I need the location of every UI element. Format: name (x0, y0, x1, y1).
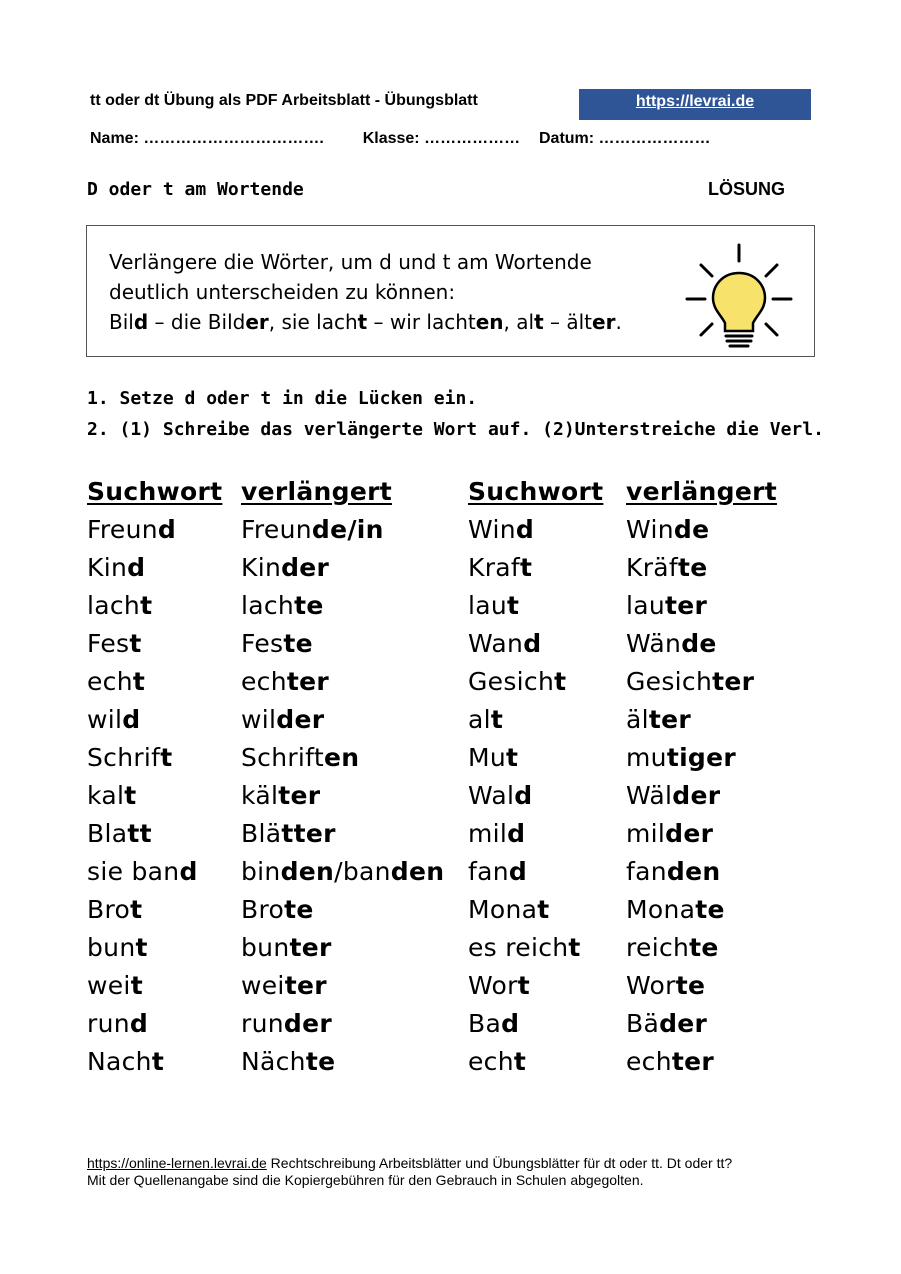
word-cell (626, 967, 777, 1005)
word-stem: Wan (468, 629, 524, 658)
word-ending: d (507, 819, 526, 848)
word-stem: Wän (626, 629, 682, 658)
word-ending: d (508, 857, 528, 886)
word-ending: te (689, 933, 719, 962)
word-cell (468, 815, 603, 853)
hint-line-3-part: – ält (543, 310, 593, 334)
word-stem: ech (87, 667, 133, 696)
word-ending: t (517, 971, 530, 1000)
word-ending: t (130, 971, 143, 1000)
word-stem: Freun (241, 515, 312, 544)
word-ending: te (283, 629, 313, 658)
word-stem: /ban (334, 857, 391, 886)
word-ending: en (323, 743, 360, 772)
word-stem: Fes (87, 629, 130, 658)
word-stem: bin (241, 857, 281, 886)
word-cell (626, 625, 777, 663)
word-ending: t (130, 895, 143, 924)
hint-line-1: Verlängere die Wörter, um d und t am Wortende (109, 250, 592, 274)
word-stem: lau (626, 591, 666, 620)
hint-line-3-part: t (357, 310, 368, 334)
word-ending: tter (281, 819, 336, 848)
word-cell (87, 891, 222, 929)
word-cell (468, 777, 603, 815)
word-ending: t (129, 629, 142, 658)
word-stem: wil (241, 705, 277, 734)
word-ending: t (520, 553, 533, 582)
word-ending: d (515, 515, 535, 544)
word-stem: ech (468, 1047, 514, 1076)
footer (87, 1155, 732, 1189)
header-url-link[interactable]: https://levrai.de (579, 89, 811, 120)
word-ending: ter (289, 933, 332, 962)
word-cell (87, 853, 222, 891)
word-stem: Fes (241, 629, 284, 658)
word-cell (241, 701, 444, 739)
word-cell (241, 511, 444, 549)
word-ending: t (140, 591, 153, 620)
word-cell (626, 815, 777, 853)
word-cell (626, 777, 777, 815)
word-stem: Kin (87, 553, 128, 582)
word-stem: käl (241, 781, 279, 810)
word-cell (468, 549, 603, 587)
word-cell (626, 853, 777, 891)
hint-line-3-part: . (615, 310, 622, 334)
word-cell (468, 663, 603, 701)
word-cell (241, 625, 444, 663)
word-cell (241, 587, 444, 625)
date-field-label: Datum: ………………… (538, 130, 711, 147)
word-stem: sie ban (87, 857, 180, 886)
word-stem: mil (626, 819, 666, 848)
word-cell (241, 1043, 444, 1081)
word-stem: Gesich (468, 667, 555, 696)
word-stem: run (87, 1009, 130, 1038)
word-stem: Win (626, 515, 674, 544)
word-ending: t (506, 743, 519, 772)
word-ending: te (284, 895, 314, 924)
footer-line-2: Mit der Quellenangabe sind die Kopiergebühren für den Gebrauch in Schulen abgegolten. (87, 1172, 644, 1188)
word-cell (626, 549, 777, 587)
word-cell (241, 967, 444, 1005)
column-header: verlängert (241, 477, 392, 506)
lightbulb-icon (683, 241, 795, 353)
word-stem: ech (626, 1047, 672, 1076)
column-header: verlängert (626, 477, 777, 506)
word-stem: bun (241, 933, 290, 962)
word-ending: d (157, 515, 177, 544)
word-ending: te (675, 971, 706, 1000)
word-cell (468, 739, 603, 777)
task-1: 1. Setze d oder t in die Lücken ein. (87, 388, 478, 409)
word-ending: d (179, 857, 198, 886)
word-stem: Wor (626, 971, 676, 1000)
column-right-suchwort (468, 473, 603, 1081)
word-cell (468, 511, 603, 549)
word-ending: t (568, 933, 581, 962)
word-cell (87, 587, 222, 625)
word-cell (626, 1043, 777, 1081)
word-stem: al (468, 705, 491, 734)
word-stem: bun (87, 933, 136, 962)
word-cell (87, 511, 222, 549)
word-ending: ter (665, 591, 708, 620)
word-ending: d (514, 781, 533, 810)
word-cell (241, 853, 444, 891)
solution-label: LÖSUNG (708, 179, 786, 199)
word-ending: d (523, 629, 542, 658)
word-cell (87, 1005, 222, 1043)
column-header: Suchwort (468, 477, 604, 506)
word-cell (87, 663, 222, 701)
word-ending: t (135, 933, 148, 962)
word-stem: Kin (241, 553, 282, 582)
word-cell (626, 891, 777, 929)
word-cell (87, 777, 222, 815)
word-stem: lach (241, 591, 295, 620)
word-cell (241, 815, 444, 853)
hint-line-3-part: Bil (109, 310, 134, 334)
word-stem: wei (241, 971, 285, 1000)
hint-line-3-part: d (133, 310, 149, 334)
word-cell (468, 853, 603, 891)
word-stem: Bro (241, 895, 285, 924)
word-cell (626, 1005, 777, 1043)
word-ending: der (281, 553, 330, 582)
word-ending: te (305, 1047, 336, 1076)
hint-line-3-part: , sie lach (268, 310, 358, 334)
word-stem: Schrif (87, 743, 161, 772)
word-stem: Bla (87, 819, 128, 848)
word-ending: der (283, 1009, 332, 1038)
word-cell (87, 929, 222, 967)
word-cell (468, 587, 603, 625)
word-stem: Kraf (468, 553, 520, 582)
section-title: D oder t am Wortende (87, 179, 304, 200)
word-ending: t (151, 1047, 165, 1076)
hint-line-3-part: er (592, 310, 616, 334)
hint-line-3-part: – wir lacht (367, 310, 476, 334)
word-ending: d (129, 1009, 149, 1038)
word-cell (241, 891, 444, 929)
word-cell (87, 739, 222, 777)
word-ending: der (665, 819, 714, 848)
name-field-label: Name: ……………………………. (90, 130, 324, 147)
word-stem: fan (468, 857, 509, 886)
word-cell (241, 1005, 444, 1043)
word-cell (87, 625, 222, 663)
word-stem: Näch (241, 1047, 306, 1076)
hint-line-3-part: er (245, 310, 269, 334)
word-ending: ter (284, 971, 327, 1000)
word-ending: t (132, 667, 146, 696)
word-cell (87, 549, 222, 587)
word-cell (87, 1043, 222, 1081)
word-ending: den (666, 857, 721, 886)
footer-line-1-text: Rechtschreibung Arbeitsblätter und Übungsblätter für dt oder tt. Dt oder tt? (266, 1155, 733, 1171)
word-cell (626, 929, 777, 967)
word-stem: Schrift (241, 743, 324, 772)
word-cell (241, 739, 444, 777)
hint-line-3-part: t (534, 310, 544, 334)
column-left-suchwort (87, 473, 222, 1081)
word-ending: t (160, 743, 173, 772)
column-right-verlaengert (626, 473, 777, 1081)
word-ending: te (294, 591, 324, 620)
word-ending: t (490, 705, 504, 734)
word-cell (468, 701, 603, 739)
word-ending: d (127, 553, 146, 582)
hint-line-3 (109, 310, 622, 334)
word-stem: Win (468, 515, 516, 544)
word-cell (626, 663, 777, 701)
word-stem: es reich (468, 933, 569, 962)
word-stem: Wor (468, 971, 518, 1000)
footer-source-link[interactable]: https://online-lernen.levrai.de (87, 1155, 267, 1171)
word-cell (241, 663, 444, 701)
word-stem: run (241, 1009, 284, 1038)
word-ending: tiger (666, 743, 737, 772)
word-ending: d (501, 1009, 520, 1038)
word-stem: Mu (468, 743, 507, 772)
task-2: 2. (1) Schreibe das verlängerte Wort auf. (2)Unterstreiche die Verl. (87, 419, 824, 440)
word-stem: reich (626, 933, 690, 962)
word-cell (626, 587, 777, 625)
word-ending: ter (278, 781, 321, 810)
student-info-row (90, 130, 711, 148)
word-stem: Kräf (626, 553, 678, 582)
word-stem: lach (87, 591, 141, 620)
word-ending: tt (127, 819, 152, 848)
word-ending: ter (286, 667, 330, 696)
word-cell (241, 549, 444, 587)
word-ending: t (513, 1047, 527, 1076)
column-left-verlaengert (241, 473, 444, 1081)
hint-line-3-part: en (475, 310, 504, 334)
word-ending: te (678, 553, 708, 582)
word-cell (626, 511, 777, 549)
word-stem: wil (87, 705, 123, 734)
hint-line-3-part: , al (503, 310, 535, 334)
word-cell (241, 777, 444, 815)
word-ending: d (122, 705, 141, 734)
word-stem: lau (468, 591, 508, 620)
word-stem: mu (626, 743, 667, 772)
word-ending: den (390, 857, 445, 886)
word-stem: Bro (87, 895, 131, 924)
word-cell (87, 815, 222, 853)
word-ending: der (276, 705, 325, 734)
word-ending: der (672, 781, 721, 810)
word-cell (241, 929, 444, 967)
word-stem: mil (468, 819, 508, 848)
word-stem: Wal (468, 781, 515, 810)
word-cell (87, 701, 222, 739)
word-cell (468, 929, 603, 967)
footer-line-1 (87, 1155, 732, 1172)
word-stem: Blä (241, 819, 282, 848)
word-cell (468, 967, 603, 1005)
word-ending: t (537, 895, 550, 924)
word-stem: Freun (87, 515, 158, 544)
column-header: Suchwort (87, 477, 223, 506)
word-cell (87, 967, 222, 1005)
word-ending: ter (712, 667, 755, 696)
worksheet-title: tt oder dt Übung als PDF Arbeitsblatt - Übungsblatt (90, 92, 478, 109)
word-stem: äl (626, 705, 649, 734)
word-stem: Gesich (626, 667, 713, 696)
word-stem: Bä (626, 1009, 660, 1038)
word-stem: fan (626, 857, 667, 886)
word-ending: de/in (311, 515, 384, 544)
word-cell (468, 891, 603, 929)
word-stem: Mona (468, 895, 538, 924)
word-stem: Wäl (626, 781, 673, 810)
word-cell (626, 739, 777, 777)
word-stem: Nach (87, 1047, 152, 1076)
word-ending: t (124, 781, 137, 810)
word-cell (468, 625, 603, 663)
word-stem: ech (241, 667, 287, 696)
hint-line-3-part: – die Bild (148, 310, 246, 334)
hint-line-2: deutlich unterscheiden zu können: (109, 280, 456, 304)
word-ending: der (659, 1009, 708, 1038)
word-stem: wei (87, 971, 131, 1000)
word-stem: kal (87, 781, 125, 810)
word-ending: de (673, 515, 710, 544)
word-ending: den (280, 857, 335, 886)
word-stem: Mona (626, 895, 696, 924)
word-stem: Ba (468, 1009, 502, 1038)
word-cell (468, 1005, 603, 1043)
word-ending: t (507, 591, 520, 620)
word-ending: ter (648, 705, 692, 734)
word-ending: te (695, 895, 725, 924)
word-cell (468, 1043, 603, 1081)
word-cell (626, 701, 777, 739)
class-field-label: Klasse: ……………… (362, 130, 521, 147)
word-ending: t (554, 667, 567, 696)
word-ending: de (681, 629, 717, 658)
hint-box (86, 225, 815, 357)
word-ending: ter (671, 1047, 715, 1076)
